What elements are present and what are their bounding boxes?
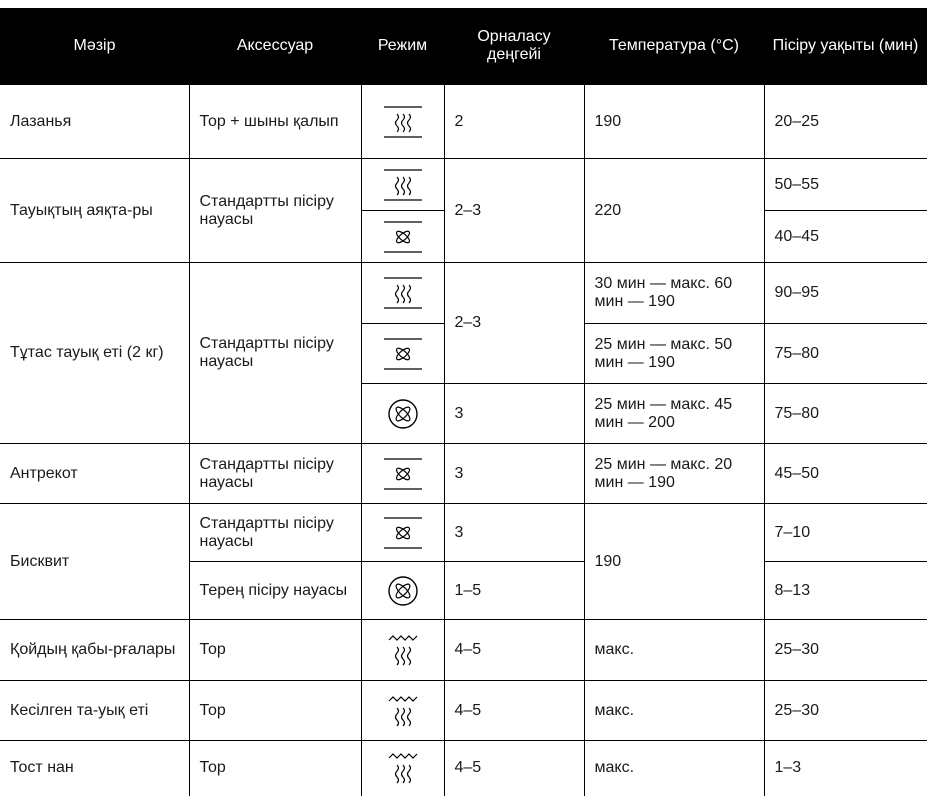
table-row [0, 741, 927, 796]
accessory-cell: Стандартты пісіру науасы [189, 444, 361, 504]
mode-cell [361, 324, 444, 384]
dish-cell: Антрекот [0, 444, 189, 504]
table-row [0, 681, 927, 741]
time-cell: 75–80 [764, 324, 927, 384]
level-cell: 3 [444, 384, 584, 444]
temperature-cell: 220 [584, 159, 764, 263]
table-row [0, 444, 927, 504]
accessory-cell: Тор [189, 741, 361, 796]
level-cell: 2–3 [444, 263, 584, 384]
mode-cell [361, 562, 444, 620]
dish-cell: Бисквит [0, 504, 189, 620]
mode-cell [361, 444, 444, 504]
level-cell: 4–5 [444, 620, 584, 681]
fan-bottom-heat-icon [378, 455, 428, 493]
table-row [0, 620, 927, 681]
level-cell: 2–3 [444, 159, 584, 263]
mode-cell [361, 263, 444, 324]
fan-bottom-heat-icon [378, 335, 428, 373]
temperature-cell: макс. [584, 620, 764, 681]
top-bottom-heat-icon [378, 274, 428, 312]
time-cell: 25–30 [764, 681, 927, 741]
level-cell: 3 [444, 504, 584, 562]
time-cell: 75–80 [764, 384, 927, 444]
accessory-cell: Терең пісіру науасы [189, 562, 361, 620]
table-row [0, 504, 927, 562]
accessory-cell: Стандартты пісіру науасы [189, 263, 361, 444]
time-cell: 8–13 [764, 562, 927, 620]
cooking-table [0, 8, 927, 796]
table-row [0, 263, 927, 324]
mode-cell [361, 384, 444, 444]
temperature-cell: макс. [584, 681, 764, 741]
time-cell: 40–45 [764, 211, 927, 263]
dish-cell: Қойдың қабы-рғалары [0, 620, 189, 681]
time-cell: 50–55 [764, 159, 927, 211]
table-header [0, 8, 927, 85]
time-cell: 7–10 [764, 504, 927, 562]
accessory-cell: Стандартты пісіру науасы [189, 504, 361, 562]
mode-cell [361, 159, 444, 211]
header-temperature: Температура (°C) [584, 8, 764, 85]
dish-cell: Лазанья [0, 85, 189, 159]
temperature-cell: 25 мин — макс. 50 мин — 190 [584, 324, 764, 384]
mode-cell [361, 620, 444, 681]
dish-cell: Тауықтың аяқта-ры [0, 159, 189, 263]
grill-icon [378, 692, 428, 730]
temperature-cell: 25 мин — макс. 45 мин — 200 [584, 384, 764, 444]
mode-cell [361, 741, 444, 796]
header-mode: Режим [361, 8, 444, 85]
time-cell: 20–25 [764, 85, 927, 159]
table-row [0, 159, 927, 211]
temperature-cell: 190 [584, 85, 764, 159]
time-cell: 25–30 [764, 620, 927, 681]
mode-cell [361, 85, 444, 159]
dish-cell: Тұтас тауық еті (2 кг) [0, 263, 189, 444]
table-row [0, 85, 927, 159]
time-cell: 90–95 [764, 263, 927, 324]
temperature-cell: 190 [584, 504, 764, 620]
level-cell: 4–5 [444, 681, 584, 741]
temperature-cell: 30 мин — макс. 60 мин — 190 [584, 263, 764, 324]
accessory-cell: Тор [189, 620, 361, 681]
header-dish: Мәзір [0, 8, 189, 85]
grill-icon [378, 749, 428, 787]
level-cell: 4–5 [444, 741, 584, 796]
fan-bottom-heat-icon [378, 514, 428, 552]
accessory-cell: Тор [189, 681, 361, 741]
fan-circle-icon [378, 572, 428, 610]
accessory-cell: Стандартты пісіру науасы [189, 159, 361, 263]
header-level: Орналасу деңгейі [444, 8, 584, 85]
grill-icon [378, 631, 428, 669]
header-time: Пісіру уақыты (мин) [764, 8, 927, 85]
dish-cell: Кесілген та-уық еті [0, 681, 189, 741]
accessory-cell: Тор + шыны қалып [189, 85, 361, 159]
level-cell: 2 [444, 85, 584, 159]
fan-circle-icon [378, 395, 428, 433]
temperature-cell: 25 мин — макс. 20 мин — 190 [584, 444, 764, 504]
level-cell: 3 [444, 444, 584, 504]
time-cell: 45–50 [764, 444, 927, 504]
mode-cell [361, 681, 444, 741]
fan-bottom-heat-icon [378, 218, 428, 256]
top-bottom-heat-icon [378, 103, 428, 141]
dish-cell: Тост нан [0, 741, 189, 796]
level-cell: 1–5 [444, 562, 584, 620]
mode-cell [361, 504, 444, 562]
time-cell: 1–3 [764, 741, 927, 796]
top-bottom-heat-icon [378, 166, 428, 204]
temperature-cell: макс. [584, 741, 764, 796]
mode-cell [361, 211, 444, 263]
header-accessory: Аксессуар [189, 8, 361, 85]
